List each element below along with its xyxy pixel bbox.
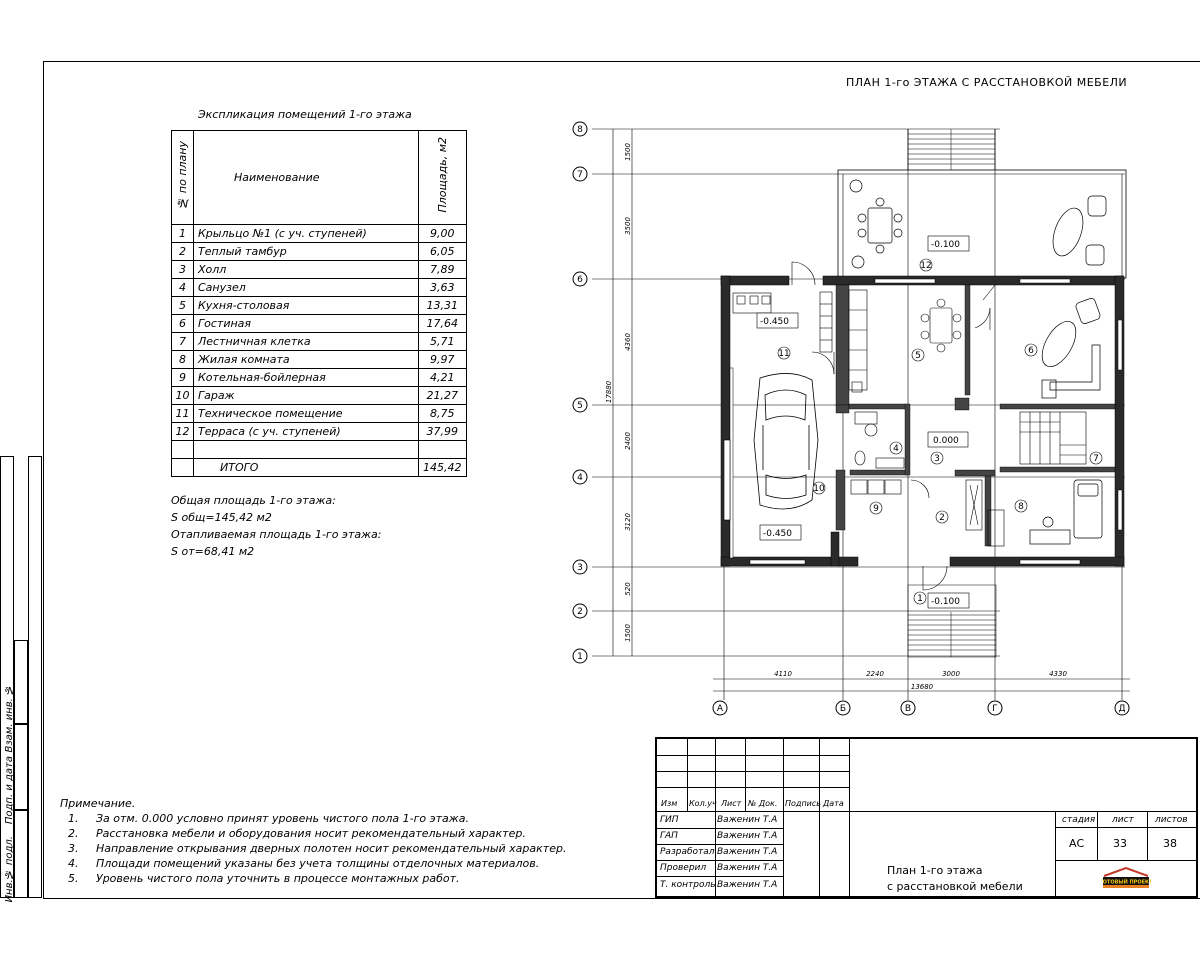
car xyxy=(754,373,818,509)
notes xyxy=(60,796,566,886)
stage-value: АС xyxy=(1069,837,1085,850)
dim-total: 13680 xyxy=(910,683,934,691)
note-item: 4. Площади помещений указаны без учета толщины отделочных материалов. xyxy=(82,856,566,871)
axis-marker xyxy=(573,560,587,574)
dim-label: 1500 xyxy=(624,143,632,161)
level-mark: -0.450 xyxy=(760,317,790,327)
drawing-name-line1: План 1-го этажа xyxy=(887,864,983,877)
level-mark: -0.100 xyxy=(931,597,961,607)
axis-marker xyxy=(573,470,587,484)
tb-role: Т. контроль xyxy=(660,880,716,890)
summary-line: S общ=145,42 м2 xyxy=(171,511,272,524)
explication-table xyxy=(171,130,467,477)
title-block xyxy=(655,737,1198,898)
svg-text:В: В xyxy=(904,704,912,714)
svg-text:5: 5 xyxy=(915,351,921,361)
room-marker xyxy=(870,502,882,514)
sheets-value: 38 xyxy=(1163,837,1177,850)
tb-header: Подпись xyxy=(785,799,821,808)
summary-line: Отапливаемая площадь 1-го этажа: xyxy=(171,528,382,541)
svg-text:8: 8 xyxy=(577,125,583,135)
summary-line: Общая площадь 1-го этажа: xyxy=(171,494,336,507)
plan-title: ПЛАН 1-го ЭТАЖА С РАССТАНОВКОЙ МЕБЕЛИ xyxy=(846,76,1128,89)
terrace-furniture xyxy=(850,180,1106,268)
summary-line: S от=68,41 м2 xyxy=(171,545,255,558)
tb-role: ГИП xyxy=(660,815,679,825)
note-item: 2. Расстановка мебели и оборудования носит рекомендательный характер. xyxy=(82,826,566,841)
terrace xyxy=(838,129,1126,278)
svg-text:ГОТОВЫЙ ПРОЕКТ: ГОТОВЫЙ ПРОЕКТ xyxy=(1101,879,1151,886)
stamp-label: Инв.№ подл. xyxy=(4,836,15,903)
room-marker xyxy=(931,452,943,464)
col-num-header: № по плану xyxy=(176,140,189,210)
svg-text:1: 1 xyxy=(577,652,583,662)
bedroom-furniture xyxy=(1030,480,1102,544)
svg-text:2: 2 xyxy=(939,513,945,523)
floor-plan xyxy=(560,115,1150,725)
tb-header: Дата xyxy=(823,799,844,808)
stamp-label: Подп. и дата xyxy=(4,756,15,825)
svg-text:8: 8 xyxy=(1018,502,1024,512)
kitchen-furniture xyxy=(849,290,961,392)
svg-text:9: 9 xyxy=(873,504,879,514)
room-markers xyxy=(778,259,1102,604)
tb-person: Важенин Т.А xyxy=(717,831,778,841)
col-name-header: Наименование xyxy=(234,171,320,184)
col-area-header: Площадь, м2 xyxy=(435,137,449,213)
bathroom-furniture xyxy=(855,412,904,468)
company-logo xyxy=(1101,867,1151,889)
room-marker xyxy=(1025,344,1037,356)
table-row: 10 Гараж 21,27 xyxy=(172,387,467,405)
table-row: 2 Теплый тамбур 6,05 xyxy=(172,243,467,261)
axis-marker xyxy=(901,701,915,715)
tb-role: ГАП xyxy=(660,831,678,841)
stage-label: стадия xyxy=(1062,815,1096,825)
drawing-name-line2: с расстановкой мебели xyxy=(887,880,1023,893)
svg-text:4: 4 xyxy=(577,473,583,483)
room-marker xyxy=(890,442,902,454)
svg-text:А: А xyxy=(716,704,724,714)
svg-text:12: 12 xyxy=(920,261,932,271)
table-row: 11 Техническое помещение 8,75 xyxy=(172,405,467,423)
dim-label: 520 xyxy=(624,582,632,596)
axis-marker xyxy=(573,649,587,663)
dim-label: 2400 xyxy=(624,432,632,450)
room-marker xyxy=(936,511,948,523)
axis-marker xyxy=(573,167,587,181)
doors xyxy=(792,262,995,590)
svg-text:2: 2 xyxy=(577,607,583,617)
tb-person: Важенин Т.А xyxy=(717,847,778,857)
axis-marker xyxy=(836,701,850,715)
table-row: 1 Крыльцо №1 (с уч. ступеней) 9,00 xyxy=(172,225,467,243)
dim-label: 3000 xyxy=(942,670,960,678)
tb-role: Проверил xyxy=(660,863,707,873)
axis-marker xyxy=(573,272,587,286)
stairs xyxy=(1020,412,1086,464)
sheet-label: лист xyxy=(1112,815,1134,825)
note-item: 3. Направление открывания дверных полотен носит рекомендательный характер. xyxy=(82,841,566,856)
svg-text:7: 7 xyxy=(1093,454,1099,464)
dim-label: 3500 xyxy=(624,217,632,235)
axis-marker xyxy=(573,604,587,618)
axis-marker xyxy=(573,398,587,412)
explication-title: Экспликация помещений 1-го этажа xyxy=(198,108,412,121)
level-mark: -0.450 xyxy=(763,529,793,539)
grid-axes xyxy=(592,129,1125,700)
stamp-label: Взам. инв. № xyxy=(4,684,15,753)
table-row: 8 Жилая комната 9,97 xyxy=(172,351,467,369)
area-summary xyxy=(171,492,381,560)
table-row: 6 Гостиная 17,64 xyxy=(172,315,467,333)
tb-header: Кол.уч xyxy=(689,799,717,808)
svg-text:Г: Г xyxy=(992,704,998,714)
table-row-empty xyxy=(172,441,467,459)
axis-marker xyxy=(713,701,727,715)
table-row: 9 Котельная-бойлерная 4,21 xyxy=(172,369,467,387)
living-furniture xyxy=(1035,297,1101,398)
dim-label: 2240 xyxy=(866,670,884,678)
note-item: 1. За отм. 0.000 условно принят уровень чистого пола 1-го этажа. xyxy=(82,811,566,826)
tb-header: № Док. xyxy=(748,799,778,808)
sheets-label: листов xyxy=(1155,815,1188,825)
axis-marker xyxy=(573,122,587,136)
table-row: 4 Санузел 3,63 xyxy=(172,279,467,297)
tb-person: Важенин Т.А xyxy=(717,815,778,825)
dim-label: 4110 xyxy=(774,670,792,678)
svg-text:7: 7 xyxy=(577,170,583,180)
room-marker xyxy=(920,259,932,271)
dim-label: 4360 xyxy=(624,333,632,351)
svg-text:4: 4 xyxy=(893,444,899,454)
tb-header: Изм xyxy=(661,799,678,808)
boiler-furniture xyxy=(851,480,901,494)
svg-text:3: 3 xyxy=(934,454,940,464)
dim-label: 4330 xyxy=(1049,670,1067,678)
level-mark: -0.100 xyxy=(931,240,961,250)
tb-person: Важенин Т.А xyxy=(717,880,778,890)
level-marks xyxy=(757,236,969,608)
room-marker xyxy=(1090,452,1102,464)
svg-text:6: 6 xyxy=(1028,346,1034,356)
tb-header: Лист xyxy=(721,799,742,808)
table-row: 12 Терраса (с уч. ступеней) 37,99 xyxy=(172,423,467,441)
total-row: ИТОГО 145,42 xyxy=(172,459,467,477)
svg-text:5: 5 xyxy=(577,401,583,411)
table-row: 3 Холл 7,89 xyxy=(172,261,467,279)
tb-person: Важенин Т.А xyxy=(717,863,778,873)
tb-role: Разработал xyxy=(660,847,715,857)
svg-text:11: 11 xyxy=(778,349,790,359)
notes-title: Примечание. xyxy=(60,797,136,810)
svg-text:10: 10 xyxy=(813,484,825,494)
dim-label: 1500 xyxy=(624,624,632,642)
svg-text:Д: Д xyxy=(1118,704,1126,714)
note-item: 5. Уровень чистого пола уточнить в процессе монтажных работ. xyxy=(82,871,566,886)
svg-text:3: 3 xyxy=(577,563,583,573)
room-marker xyxy=(912,349,924,361)
sheet-value: 33 xyxy=(1113,837,1127,850)
room-marker xyxy=(813,482,825,494)
dim-total: 17880 xyxy=(605,380,613,404)
svg-text:6: 6 xyxy=(577,275,583,285)
axis-marker xyxy=(988,701,1002,715)
table-row: 7 Лестничная клетка 5,71 xyxy=(172,333,467,351)
room-marker xyxy=(778,347,790,359)
svg-text:1: 1 xyxy=(917,594,923,604)
table-row: 5 Кухня-столовая 13,31 xyxy=(172,297,467,315)
dim-label: 3120 xyxy=(624,513,632,531)
svg-text:Б: Б xyxy=(839,704,847,714)
room-marker xyxy=(914,592,926,604)
axis-marker xyxy=(1115,701,1129,715)
level-mark: 0.000 xyxy=(933,436,959,446)
room-marker xyxy=(1015,500,1027,512)
